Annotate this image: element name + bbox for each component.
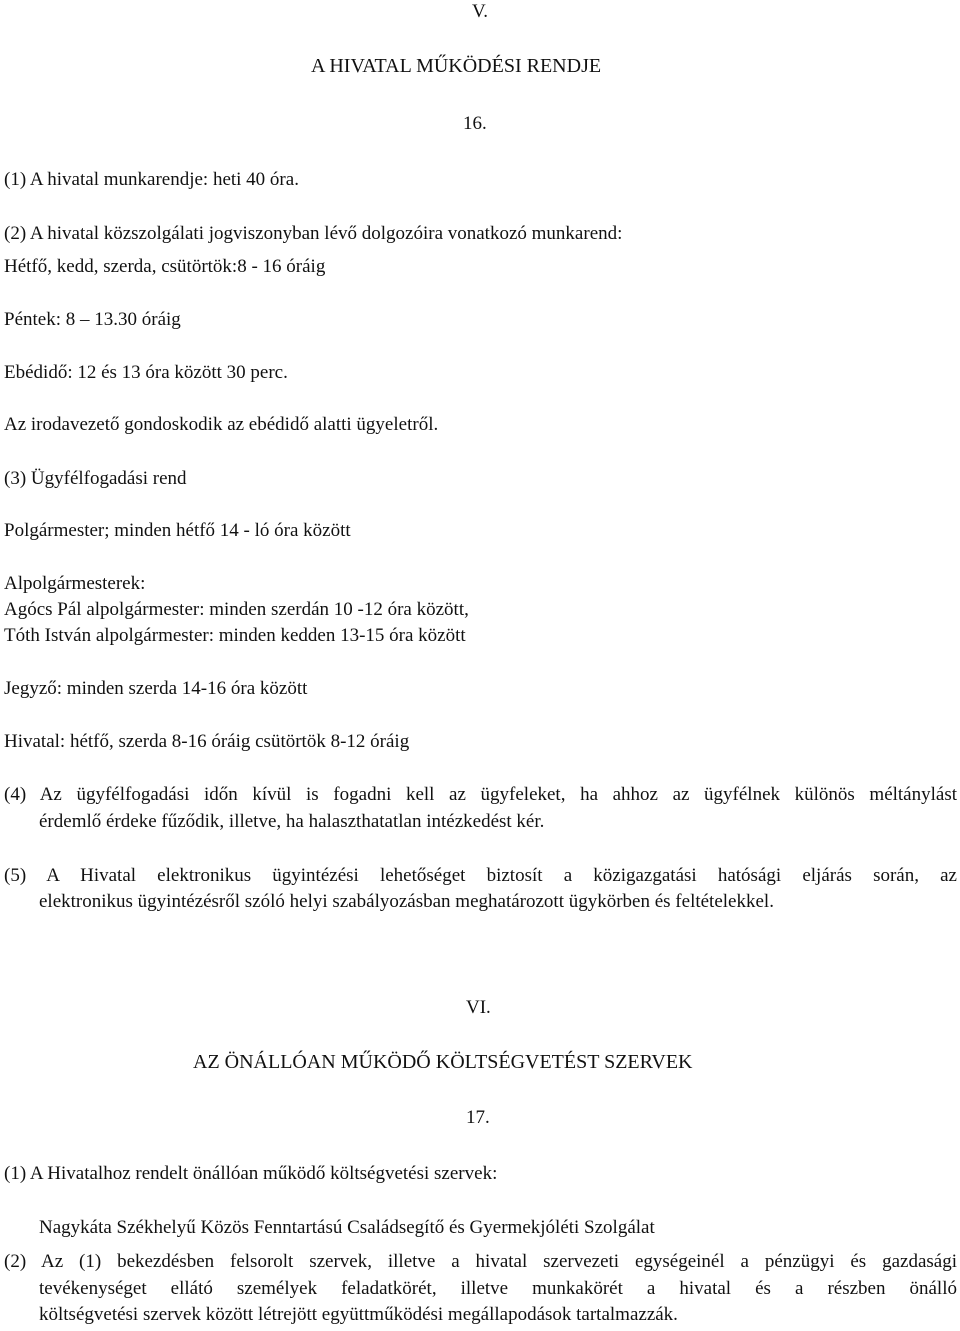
p16-para-4-line-1: (4) Az ügyfélfogadási időn kívül is fogadni kell az ügyfeleket, ha ahhoz az ügyfélnek különös méltánylást (4, 784, 957, 805)
p16-line-3: Hétfő, kedd, szerda, csütörtök:8 - 16 óráig (4, 256, 326, 277)
p16-line-9: Alpolgármesterek: (4, 573, 146, 594)
p17-para-2-line-2: tevékenységet ellátó személyek feladatkörét, illetve munkakörét a hivatal és a részben önálló (39, 1278, 957, 1299)
paragraph-16-number: 16. (463, 113, 487, 134)
p17-para-2-line-1: (2) Az (1) bekezdésben felsorolt szervek, illetve a hivatal szervezeti egységeinél a pénzügyi és gazdasági (4, 1251, 957, 1272)
p16-line-10: Agócs Pál alpolgármester: minden szerdán 10 -12 óra között, (4, 599, 469, 620)
p16-line-6: Az irodavezető gondoskodik az ebédidő alatti ügyeletről. (4, 414, 439, 435)
p16-line-13: Hivatal: hétfő, szerda 8-16 óráig csütörtök 8-12 óráig (4, 731, 410, 752)
p17-line-1: (1) A Hivatalhoz rendelt önállóan működő költségvetési szervek: (4, 1163, 498, 1184)
p16-para-5-line-1: (5) A Hivatal elektronikus ügyintézési lehetőséget biztosít a közigazgatási hatósági eljárás során, az (4, 865, 957, 886)
section-v-title: A HIVATAL MŰKÖDÉSI RENDJE (311, 55, 602, 77)
p16-line-7: (3) Ügyfélfogadási rend (4, 468, 187, 489)
p16-line-5: Ebédidő: 12 és 13 óra között 30 perc. (4, 362, 288, 383)
section-v-roman: V. (472, 1, 489, 22)
p16-line-12: Jegyző: minden szerda 14-16 óra között (4, 678, 308, 699)
section-vi-title: AZ ÖNÁLLÓAN MŰKÖDŐ KÖLTSÉGVETÉST SZERVEK (193, 1051, 693, 1073)
p16-para-4-line-2: érdemlő érdeke fűződik, illetve, ha halaszthatatlan intézkedést kér. (39, 811, 545, 832)
p17-line-2: Nagykáta Székhelyű Közös Fenntartású Családsegítő és Gyermekjóléti Szolgálat (39, 1217, 655, 1238)
p16-line-1: (1) A hivatal munkarendje: heti 40 óra. (4, 169, 299, 190)
section-vi-roman: VI. (466, 997, 491, 1018)
p16-line-2: (2) A hivatal közszolgálati jogviszonyban lévő dolgozóira vonatkozó munkarend: (4, 223, 623, 244)
p16-line-8: Polgármester; minden hétfő 14 - ló óra között (4, 520, 351, 541)
p16-line-4: Péntek: 8 – 13.30 óráig (4, 309, 181, 330)
p16-line-11: Tóth István alpolgármester: minden kedden 13-15 óra között (4, 625, 466, 646)
p16-para-5-line-2: elektronikus ügyintézésről szóló helyi szabályozásban meghatározott ügykörben és feltételekkel. (39, 891, 774, 912)
p17-para-2-line-3: költségvetési szervek között létrejött együttműködési megállapodások tartalmazzák. (39, 1304, 678, 1325)
paragraph-17-number: 17. (466, 1107, 490, 1128)
